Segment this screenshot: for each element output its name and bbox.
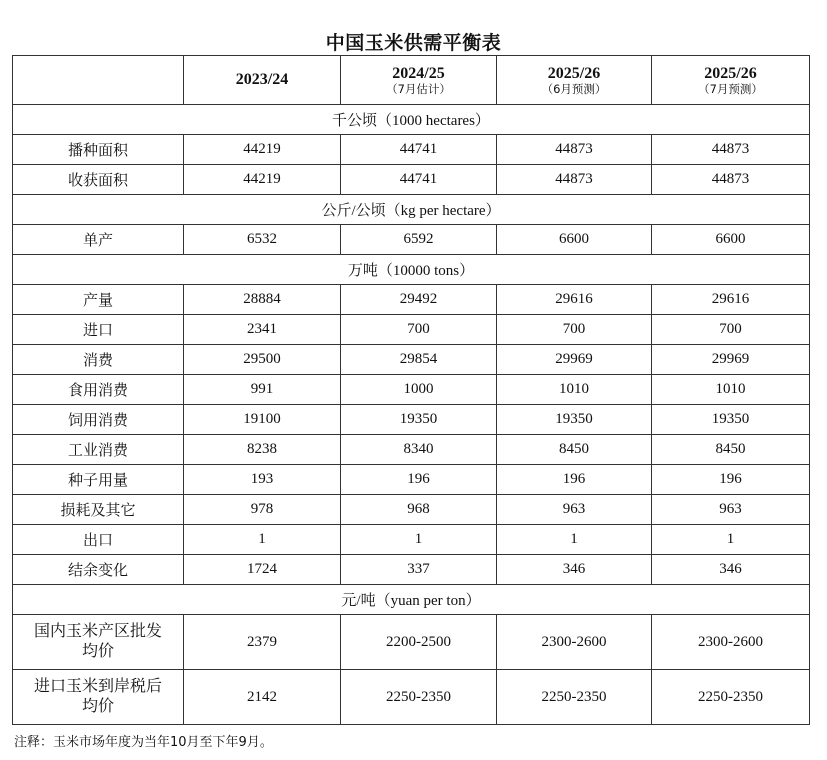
cell: 1 [497,525,652,555]
header-col-3: 2025/26 （6月预测） [497,56,652,105]
cell: 2300-2600 [652,615,810,670]
cell: 1724 [184,555,341,585]
cell: 1000 [341,375,497,405]
row-label: 进口玉米到岸税后 均价 [13,670,184,725]
row-label: 出口 [13,525,184,555]
row-label: 结余变化 [13,555,184,585]
cell: 2379 [184,615,341,670]
cell: 8340 [341,435,497,465]
cell: 196 [341,465,497,495]
cell: 44873 [497,135,652,165]
cell: 963 [497,495,652,525]
cell: 700 [652,315,810,345]
table-row [13,405,810,435]
cell: 700 [341,315,497,345]
cell: 1 [184,525,341,555]
header-col-4: 2025/26 （7月预测） [652,56,810,105]
cell: 6600 [497,225,652,255]
cell: 29616 [652,285,810,315]
row-label: 进口 [13,315,184,345]
cell: 19350 [652,405,810,435]
row-label: 产量 [13,285,184,315]
table-row [13,555,810,585]
row-label: 食用消费 [13,375,184,405]
cell: 978 [184,495,341,525]
unit-row-area [13,105,810,135]
row-label: 消费 [13,345,184,375]
table-row [13,495,810,525]
table-row [13,165,810,195]
cell: 196 [652,465,810,495]
row-label: 损耗及其它 [13,495,184,525]
row-label: 国内玉米产区批发 均价 [13,615,184,670]
cell: 196 [497,465,652,495]
unit-label: 公斤/公顷（kg per hectare） [13,195,810,225]
row-label: 饲用消费 [13,405,184,435]
cell: 1 [652,525,810,555]
cell: 1010 [652,375,810,405]
cell: 346 [652,555,810,585]
row-label: 工业消费 [13,435,184,465]
table-row [13,615,810,670]
cell: 991 [184,375,341,405]
unit-label: 万吨（10000 tons） [13,255,810,285]
cell: 29969 [497,345,652,375]
table-row [13,225,810,255]
table-row [13,135,810,165]
cell: 2200-2500 [341,615,497,670]
cell: 44219 [184,135,341,165]
table-row [13,345,810,375]
row-label: 单产 [13,225,184,255]
balance-table [12,55,810,725]
row-label: 收获面积 [13,165,184,195]
cell: 8238 [184,435,341,465]
cell: 963 [652,495,810,525]
cell: 28884 [184,285,341,315]
cell: 2341 [184,315,341,345]
unit-row-yield [13,195,810,225]
cell: 346 [497,555,652,585]
cell: 19100 [184,405,341,435]
unit-label: 元/吨（yuan per ton） [13,585,810,615]
row-label: 种子用量 [13,465,184,495]
cell: 44873 [652,165,810,195]
header-col-1: 2023/24 [184,56,341,105]
unit-label: 千公顷（1000 hectares） [13,105,810,135]
cell: 2250-2350 [341,670,497,725]
cell: 6592 [341,225,497,255]
cell: 6532 [184,225,341,255]
cell: 1010 [497,375,652,405]
footnote: 注释：玉米市场年度为当年10月至下年9月。 [14,735,273,750]
header-corner [13,56,184,105]
unit-row-price [13,585,810,615]
cell: 44873 [497,165,652,195]
cell: 29500 [184,345,341,375]
table-row [13,670,810,725]
table-row [13,375,810,405]
cell: 19350 [341,405,497,435]
cell: 1 [341,525,497,555]
cell: 6600 [652,225,810,255]
page-title: 中国玉米供需平衡表 [325,32,502,54]
cell: 44219 [184,165,341,195]
table-row [13,525,810,555]
cell: 29854 [341,345,497,375]
cell: 29969 [652,345,810,375]
table-row [13,435,810,465]
cell: 44873 [652,135,810,165]
cell: 2300-2600 [497,615,652,670]
table-row [13,315,810,345]
cell: 8450 [652,435,810,465]
header-row [13,56,810,105]
table-row [13,285,810,315]
cell: 19350 [497,405,652,435]
cell: 8450 [497,435,652,465]
cell: 968 [341,495,497,525]
table-row [13,465,810,495]
cell: 29616 [497,285,652,315]
header-col-2: 2024/25 （7月估计） [341,56,497,105]
cell: 193 [184,465,341,495]
unit-row-tons [13,255,810,285]
cell: 2250-2350 [652,670,810,725]
cell: 29492 [341,285,497,315]
cell: 2142 [184,670,341,725]
cell: 2250-2350 [497,670,652,725]
cell: 44741 [341,135,497,165]
cell: 44741 [341,165,497,195]
row-label: 播种面积 [13,135,184,165]
cell: 700 [497,315,652,345]
cell: 337 [341,555,497,585]
